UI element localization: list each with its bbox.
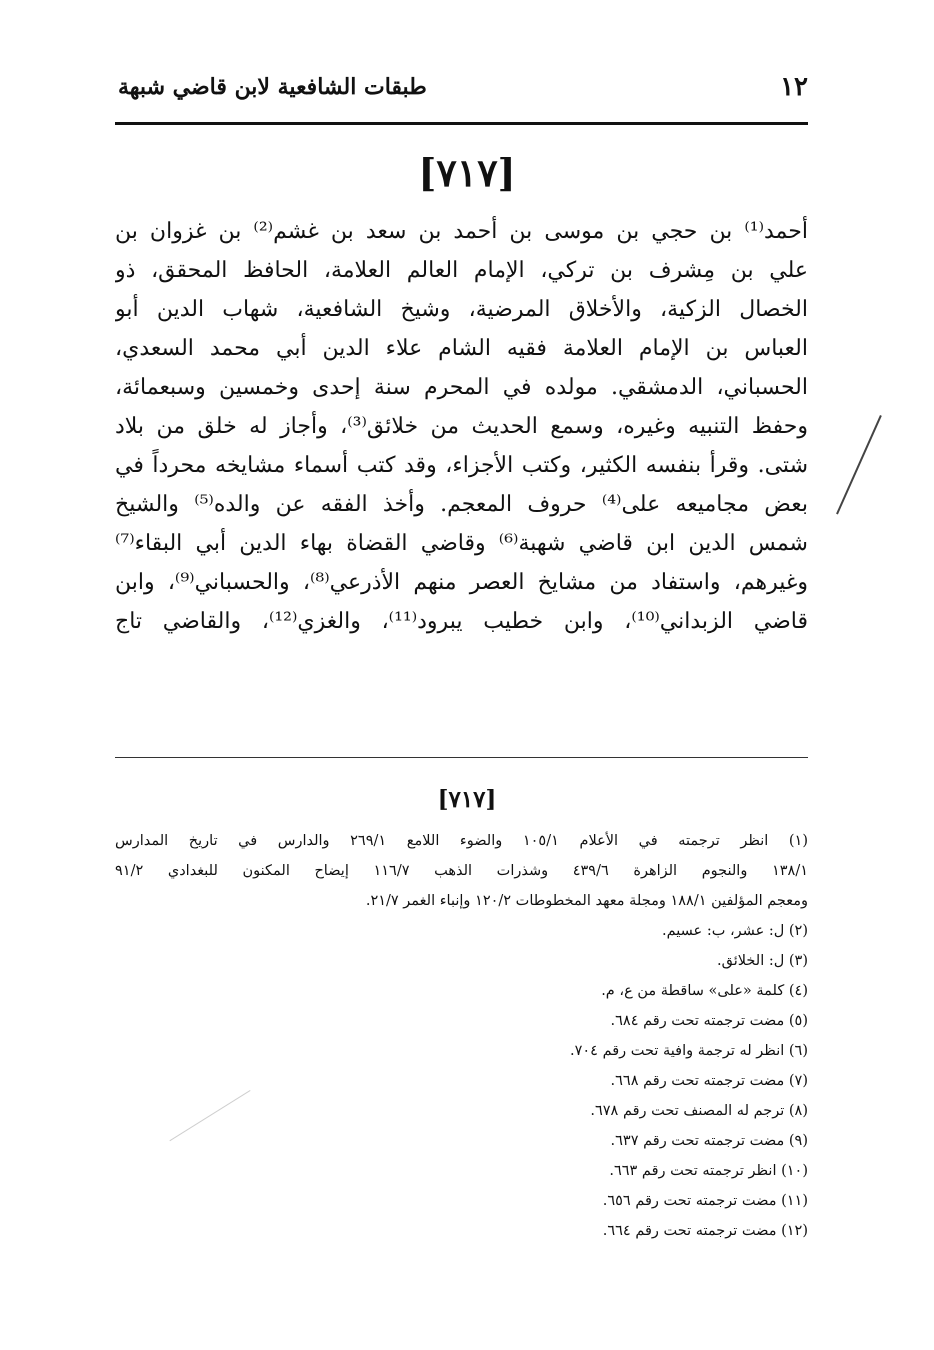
body-line: العباس بن الإمام العلامة فقيه الشام علاء الدين أبي محمد السعدي، [115, 336, 808, 361]
footnote-divider [115, 757, 808, 758]
footnote-line: (٤) كلمة «على» ساقطة من ع، م. [601, 983, 808, 999]
footnote-line: (٢) ل: عشر، ب: عسيم. [661, 923, 808, 939]
running-title: طبقات الشافعية لابن قاضي شبهة [118, 74, 427, 100]
footnote-line: (١٠) انظر ترجمته تحت رقم ٦٦٣. [609, 1163, 808, 1179]
body-line: الحسباني، الدمشقي. مولده في المحرم سنة إحدى وخمسين وسبعمائة، [115, 375, 808, 400]
biography-text [115, 212, 808, 641]
page-number: ١٢ [780, 72, 808, 102]
entry-number: [٧١٧] [418, 150, 516, 195]
footnote-line: (٩) مضت ترجمته تحت رقم ٦٣٧. [610, 1133, 808, 1149]
body-line: وغيرهم، واستفاد من مشايخ العصر منهم الأذرعي⁽⁸⁾، والحسباني⁽⁹⁾، وابن [115, 570, 808, 595]
footnote-line: ومعجم المؤلفين ١٨٨/١ ومجلة معهد المخطوطات ١٢٠/٢ وإنباء الغمر ٢١/٧. [365, 893, 808, 909]
footnote-line: (١٢) مضت ترجمته تحت رقم ٦٦٤. [602, 1223, 808, 1239]
page-header [118, 68, 808, 112]
footnote-line: (١) انظر ترجمته في الأعلام ١٠٥/١ والضوء اللامع ٢٦٩/١ والدارس في تاريخ المدارس [115, 833, 808, 849]
body-line: الخصال الزكية، والأخلاق المرضية، وشيخ الشافعية، شهاب الدين أبو [115, 297, 808, 322]
body-line: أحمد⁽¹⁾ بن حجي بن موسى بن أحمد بن سعد بن غشم⁽²⁾ بن غزوان بن [115, 219, 808, 244]
header-divider [115, 122, 808, 125]
footnote-line: (١١) مضت ترجمته تحت رقم ٦٥٦. [602, 1193, 808, 1209]
body-line: قاضي الزبداني⁽¹⁰⁾، وابن خطيب يبرود⁽¹¹⁾، والغزي⁽¹²⁾، والقاضي تاج [115, 609, 808, 634]
footnote-line: (٦) انظر له ترجمة وافية تحت رقم ٧٠٤. [569, 1043, 808, 1059]
body-line: علي بن مِشرف بن تركي، الإمام العالم العلامة، الحافظ المحقق، ذو [115, 258, 808, 283]
footnote-line: ١٣٨/١ والنجوم الزاهرة ٤٣٩/٦ وشذرات الذهب ١١٦/٧ إيضاح المكنون للبغدادي ٩١/٢ [115, 863, 808, 879]
footnote-line: (٣) ل: الخلائق. [717, 953, 808, 969]
pen-mark [836, 415, 882, 514]
body-line: بعض مجاميعه على⁽⁴⁾ حروف المعجم. وأخذ الفقه عن والده⁽⁵⁾ والشيخ [115, 492, 808, 517]
footnote-line: (٥) مضت ترجمته تحت رقم ٦٨٤. [610, 1013, 808, 1029]
footnote-line: (٧) مضت ترجمته تحت رقم ٦٦٨. [610, 1073, 808, 1089]
body-line: شتى. وقرأ بنفسه الكثير، وكتب الأجزاء، وقد كتب أسماء مشايخه محرداً في [115, 453, 808, 478]
footnote-entry-number: [٧١٧] [437, 786, 497, 813]
footnotes [115, 826, 808, 1246]
body-line: وحفظ التنبيه وغيره، وسمع الحديث من خلائق⁽³⁾، وأجاز له خلق من بلاد [115, 414, 808, 439]
body-line: شمس الدين ابن قاضي شهبة⁽⁶⁾ وقاضي القضاة بهاء الدين أبي البقاء⁽⁷⁾ [115, 531, 808, 556]
footnote-line: (٨) ترجم له المصنف تحت رقم ٦٧٨. [590, 1103, 808, 1119]
